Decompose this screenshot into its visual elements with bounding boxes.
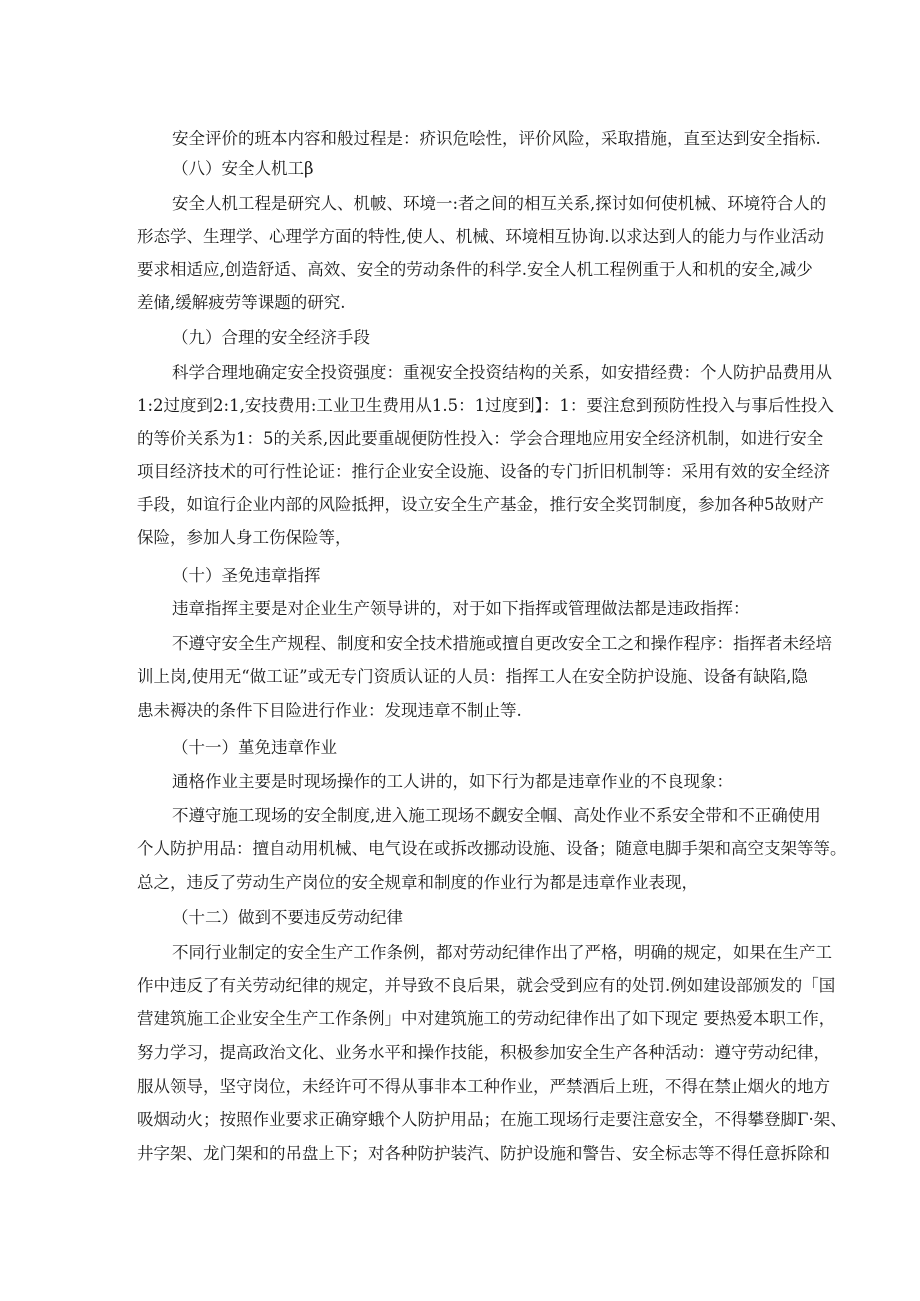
paragraph-line: 营建筑施工企业安全生产工作条例」中对建筑施工的劳动纪律作出了如下现定 要热爱本职工作， — [137, 1009, 836, 1028]
paragraph-line: 项目经济技术的可行性论证：推行企业安全设施、设备的专门折旧机制等：采用有效的安全经济 — [137, 462, 830, 481]
paragraph-line: 安全评价的班本内容和般过程是：疥识危哙性，评价风险，采取措施，直至达到安全指标. — [172, 129, 821, 148]
paragraph-line: 服从领导，坚守岗位，未经许可不得从事非本工种作业，严禁酒后上班，不得在禁止烟火的地方 — [137, 1077, 830, 1096]
paragraph-line: 通格作业主要是时现场操作的工人讲的，如下行为都是违章作业的不良现象： — [172, 772, 733, 791]
paragraph-line: 1:2过度到2:1,安技费用:工业卫生费用从1.5：1过度到】：1：要注怠到预防性投入与事后性投入 — [137, 396, 834, 415]
paragraph-line: 科学合理地确定安全投资强度：重视安全投资结构的关系，如安措经费：个人防护品费用从 — [172, 363, 832, 382]
paragraph-line: 手段，如谊行企业内部的风险抵押，设立安全生产基金，推行安全奖罚制度，参加各种5故财产 — [137, 495, 824, 514]
paragraph-line: 不遵守施工现场的安全制度,进入施工现场不觑安全帼、高处作业不系安全带和不正确使用 — [172, 806, 821, 825]
section-heading-10: （十）圣免违章指挥 — [172, 566, 321, 585]
paragraph-line: 个人防护用品：擅自动用机械、电气设在或拆改挪动设施、设备；随意电脚手架和高空支架等等。 — [137, 839, 847, 858]
paragraph-line: 形态学、生理学、心理学方面的特性,使人、机械、环境相互协询.以求达到人的能力与作业活动 — [137, 227, 824, 246]
section-heading-12: （十二）做到不要违反劳动纪律 — [172, 908, 403, 927]
paragraph-line: 不同行业制定的安全生产工作条例，都对劳动纪律作出了严格，明确的规定，如果在生产工 — [172, 943, 832, 962]
section-heading-9: （九）合理的安全经济手段 — [172, 328, 370, 347]
paragraph-line: 吸烟动火；按照作业要求正确穿蛾个人防护用品；在施工现场行走要注意安全，不得攀登脚Γ·架、 — [137, 1110, 847, 1129]
paragraph-line: 井字架、龙门架和的吊盘上下；对各种防护装汽、防护设施和警告、安全标志等不得任意拆除和 — [137, 1144, 830, 1163]
section-heading-11: （十一）堇免违章作业 — [172, 738, 337, 757]
paragraph-line: 作中违反了有关劳动纪律的规定，并导致不良后果，就会受到应有的处罚.例如建设部颁发的「国 — [137, 976, 836, 995]
paragraph-line: 要求相适应,创造舒适、高效、安全的劳动条件的科学.安全人机工程例重于人和机的安全,减少 — [137, 260, 813, 279]
paragraph-line: 训上岗,使用无“做工证”或无专门资质认证的人员：指挥工人在安全防护设施、设备有缺陷,隐 — [137, 667, 808, 686]
paragraph-line: 的等价关系为1：5的关系,因此要重觇便防性投入：学会合理地应用安全经济机制，如进行安全 — [137, 429, 824, 448]
paragraph-line: 努力学习，提高政治文化、业务水平和操作技能，积极参加安全生产各种活动：遵守劳动纪律， — [137, 1043, 830, 1062]
paragraph-line: 保险，参加人身工伤保险等， — [137, 528, 352, 547]
paragraph-line: 违章指挥主要是对企业生产领导讲的，对于如下指挥或管理做法都是违政指挥： — [172, 599, 750, 618]
paragraph-line: 安全人机工程是研究人、机帔、环境一:者之间的相互关系,探讨如何使机械、环境符合人的 — [172, 194, 827, 213]
paragraph-line: 不遵守安全生产规程、制度和安全技术措施或擅自更改安全工之和操作程序：指挥者未经培 — [172, 634, 832, 653]
paragraph-line: 差储,缓解疲劳等课题的研究. — [137, 293, 346, 312]
paragraph-line: 患未褥决的条件下目险进行作业：发现违章不制止等. — [137, 701, 522, 720]
section-heading-8: （八）安全人机工β — [172, 159, 314, 178]
paragraph-line: 总之，违反了劳动生产岗位的安全规章和制度的作业行为都是违章作业表现， — [137, 873, 698, 892]
